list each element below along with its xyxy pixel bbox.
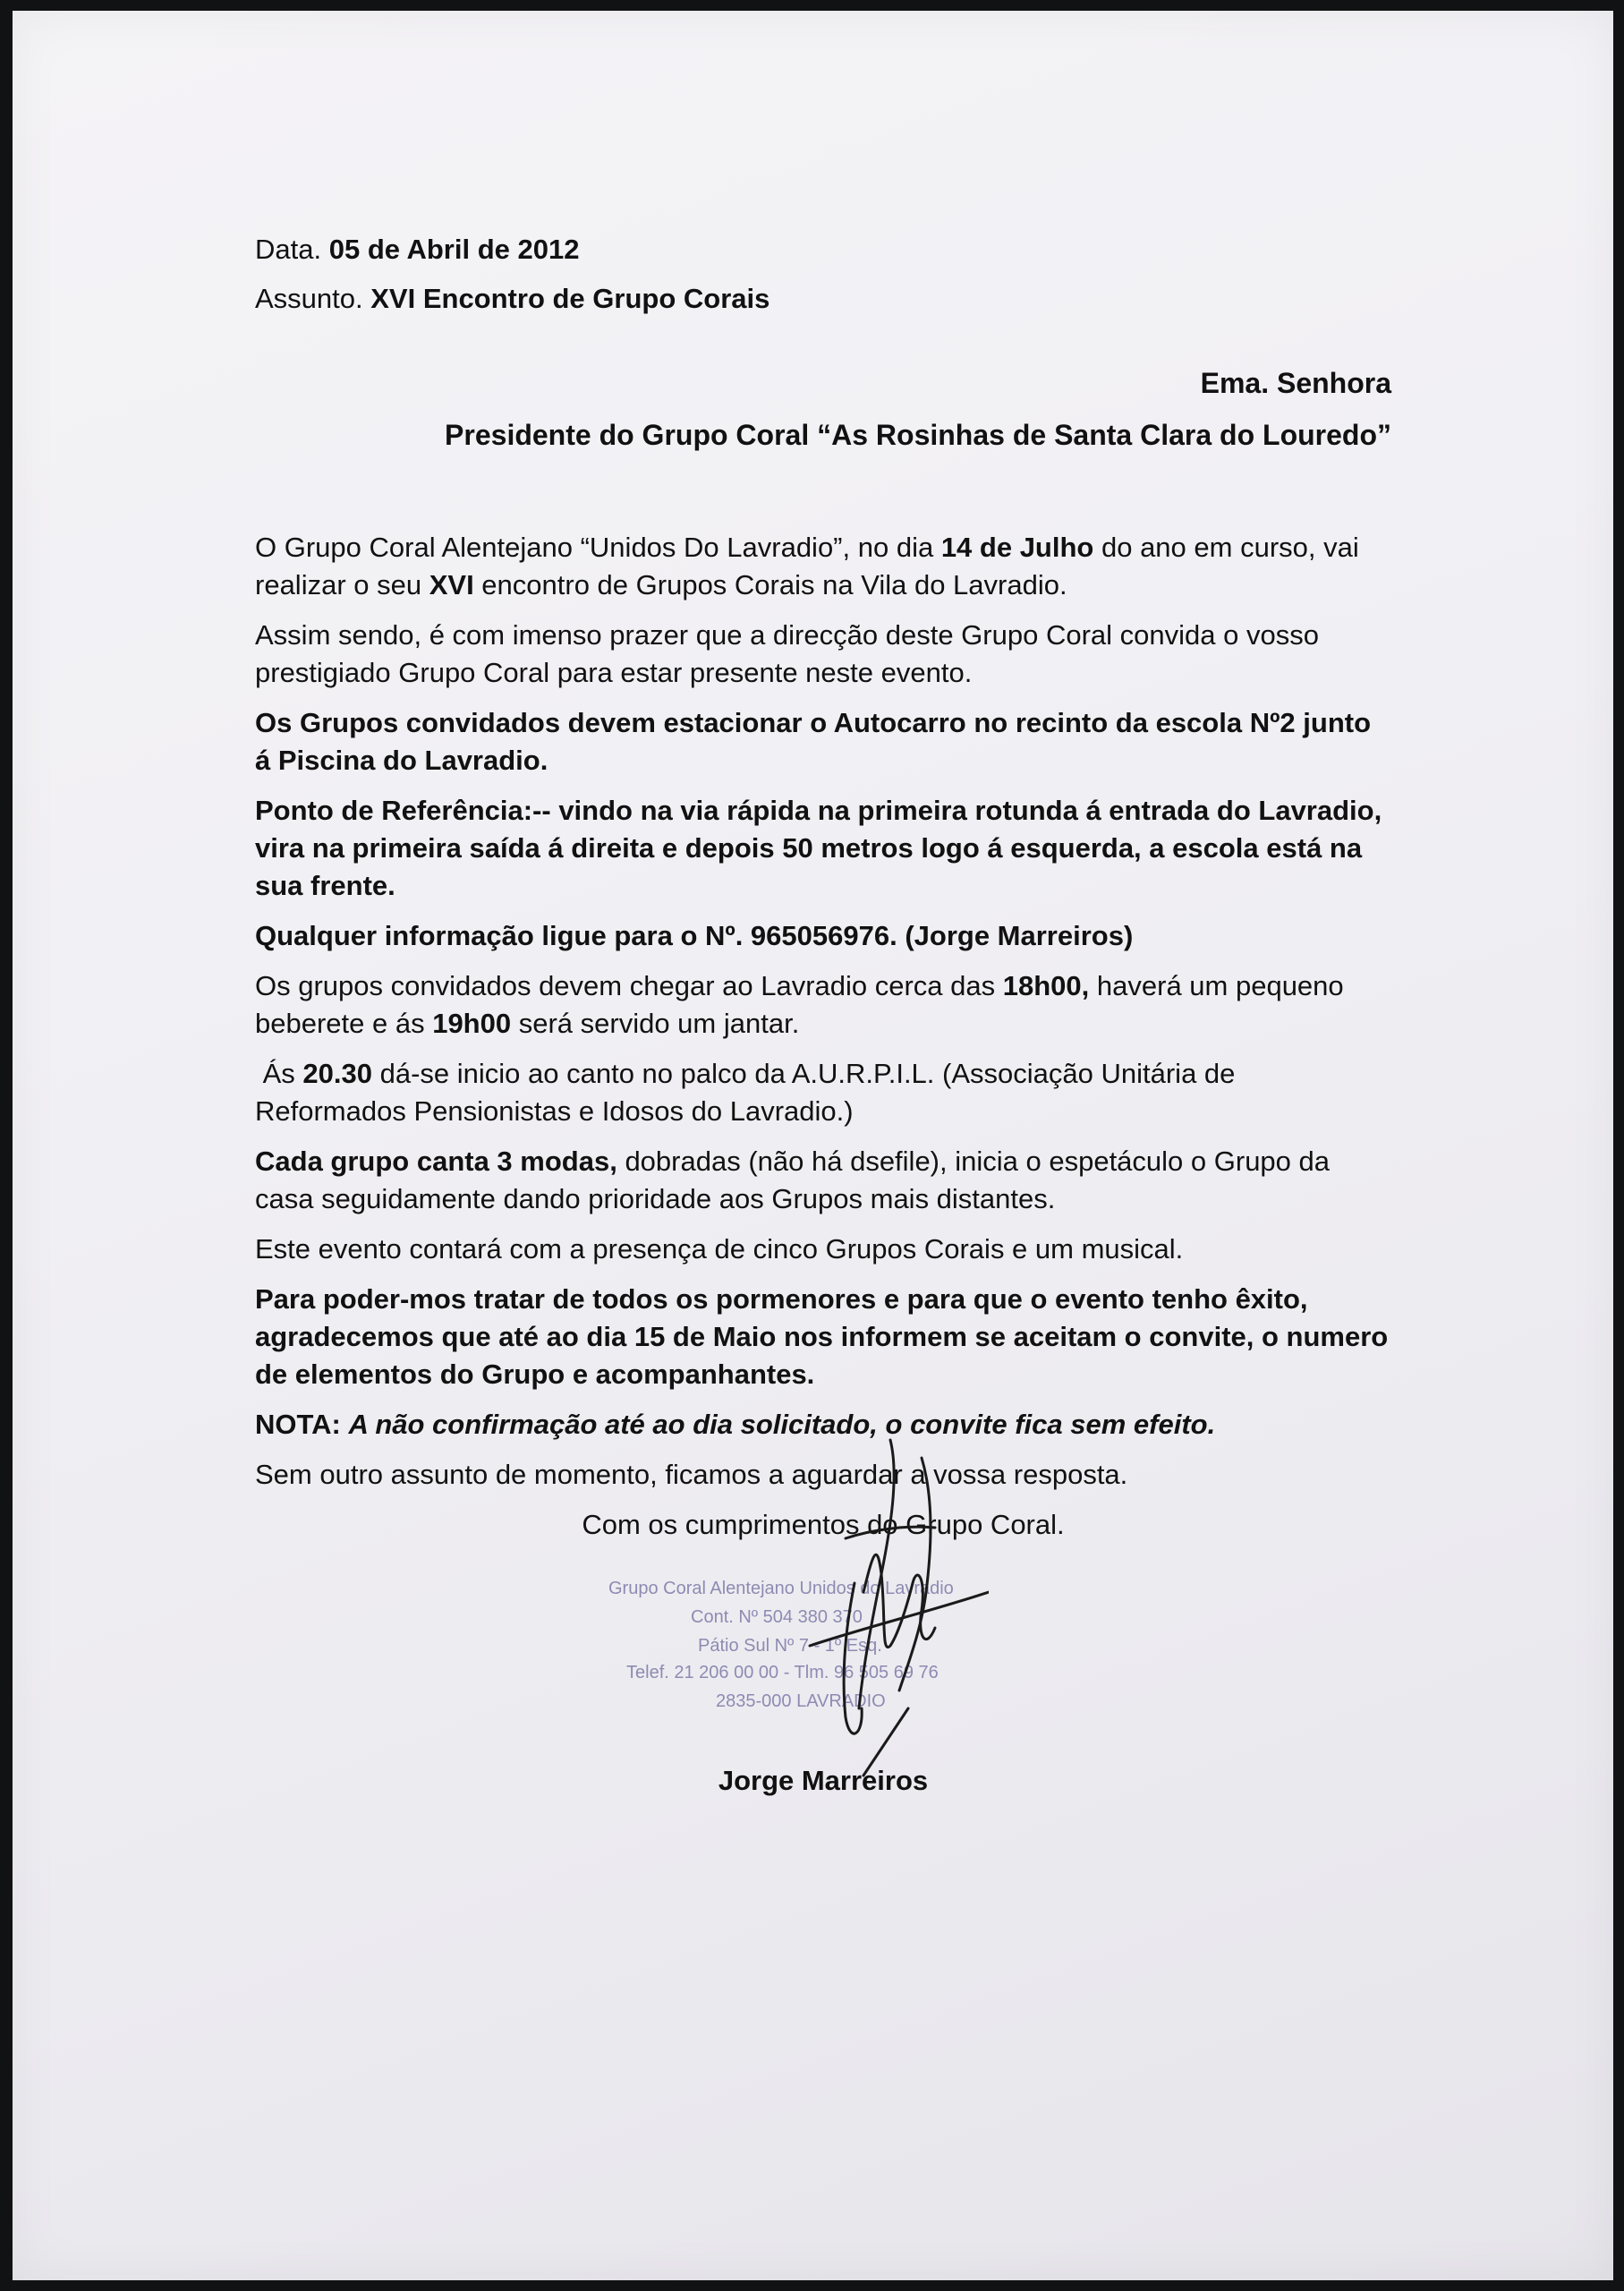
- signature-area: [255, 1556, 1391, 1762]
- paragraph-1: [255, 529, 1391, 604]
- addressee-block: [255, 364, 1391, 454]
- closing-line: Com os cumprimentos do Grupo Coral.: [582, 1509, 1065, 1540]
- stamp-line-5: 2835-000 LAVRADIO: [716, 1691, 886, 1711]
- subject-label: Assunto.: [255, 283, 363, 314]
- letter-header: [255, 231, 1391, 318]
- p6-time-2: 19h00: [432, 1008, 512, 1039]
- paragraph-4: Ponto de Referência:-- vindo na via rápida na primeira rotunda á entrada do Lavradio, vira na primeira saída á direita e depois 50 metros logo á esquerda, a escola está na sua frente.: [255, 795, 1382, 901]
- stamp-line-2: Cont. Nº 504 380 370: [691, 1607, 863, 1627]
- p6-text-a: Os grupos convidados devem chegar ao Lavradio cerca das: [255, 970, 1003, 1001]
- p8-text: dobradas (não há dsefile), inicia o espetáculo o Grupo da casa seguidamente dando prioridade aos Grupos mais distantes.: [255, 1146, 1331, 1214]
- signer-name: Jorge Marreiros: [718, 1765, 929, 1796]
- p6-text-c: haverá um pequeno beberete e ás: [255, 970, 1344, 1039]
- p6-text-e: será servido um jantar.: [511, 1008, 800, 1039]
- paragraph-5: Qualquer informação ligue para o Nº. 965056976. (Jorge Marreiros): [255, 920, 1134, 951]
- paragraph-9: Este evento contará com a presença de cinco Grupos Corais e um musical.: [255, 1233, 1184, 1265]
- addressee-line-1: Ema. Senhora: [1200, 367, 1391, 399]
- p1-date: 14 de Julho: [940, 532, 1094, 563]
- note-label: NOTA:: [255, 1409, 349, 1440]
- note-text: A não confirmação até ao dia solicitado, o convite fica sem efeito.: [348, 1409, 1216, 1440]
- date-line: [255, 231, 1391, 268]
- date-label: Data.: [255, 234, 322, 265]
- subject-value: XVI Encontro de Grupo Corais: [370, 283, 770, 314]
- addressee-line-2: Presidente do Grupo Coral “As Rosinhas de Santa Clara do Louredo”: [445, 419, 1391, 451]
- letter-content: [255, 231, 1391, 1800]
- p7-text-a: Ás: [255, 1058, 303, 1089]
- p7-text-c: dá-se inicio ao canto no palco da A.U.R.P.I.L. (Associação Unitária de Reformados Pensionistas e Idosos do Lavradio.): [255, 1058, 1236, 1127]
- stamp-line-3: Pátio Sul Nº 7 - 1º Esq.: [698, 1636, 882, 1656]
- p6-time-1: 18h00,: [1002, 970, 1090, 1001]
- subject-line: [255, 280, 1391, 318]
- paper-sheet: [13, 11, 1613, 2280]
- stamp-line-4: Telef. 21 206 00 00 - Tlm. 96 505 69 76: [626, 1663, 939, 1682]
- paragraph-3: Os Grupos convidados devem estacionar o Autocarro no recinto da escola Nº2 junto á Piscina do Lavradio.: [255, 707, 1372, 776]
- paragraph-10: Para poder-mos tratar de todos os pormenores e para que o evento tenho êxito, agradecemos que até ao dia 15 de Maio nos informem se aceitam o convite, o numero de elementos do Grupo e acompanhantes.: [255, 1283, 1389, 1390]
- handwritten-signature: [756, 1422, 989, 1780]
- paragraph-7: [255, 1055, 1391, 1130]
- stamp-line-1: Grupo Coral Alentejano Unidos do Lavradio: [608, 1579, 954, 1598]
- p7-time: 20.30: [302, 1058, 372, 1089]
- p1-text-a: O Grupo Coral Alentejano “Unidos Do Lavradio”, no dia: [255, 532, 941, 563]
- date-value: 05 de Abril de 2012: [328, 234, 580, 265]
- paragraph-2: Assim sendo, é com imenso prazer que a direcção deste Grupo Coral convida o vosso prestigiado Grupo Coral para estar presente neste evento.: [255, 619, 1319, 688]
- p1-text-c: do ano em curso, vai realizar o seu: [255, 532, 1359, 600]
- letter-body: [255, 529, 1391, 1544]
- paragraph-8: [255, 1143, 1391, 1218]
- paragraph-12: Sem outro assunto de momento, ficamos a aguardar a vossa resposta.: [255, 1459, 1128, 1490]
- p1-text-e: encontro de Grupos Corais na Vila do Lavradio.: [473, 569, 1067, 600]
- p8-bold: Cada grupo canta 3 modas,: [255, 1146, 617, 1177]
- p1-edition: XVI: [429, 569, 474, 600]
- paragraph-6: [255, 967, 1391, 1043]
